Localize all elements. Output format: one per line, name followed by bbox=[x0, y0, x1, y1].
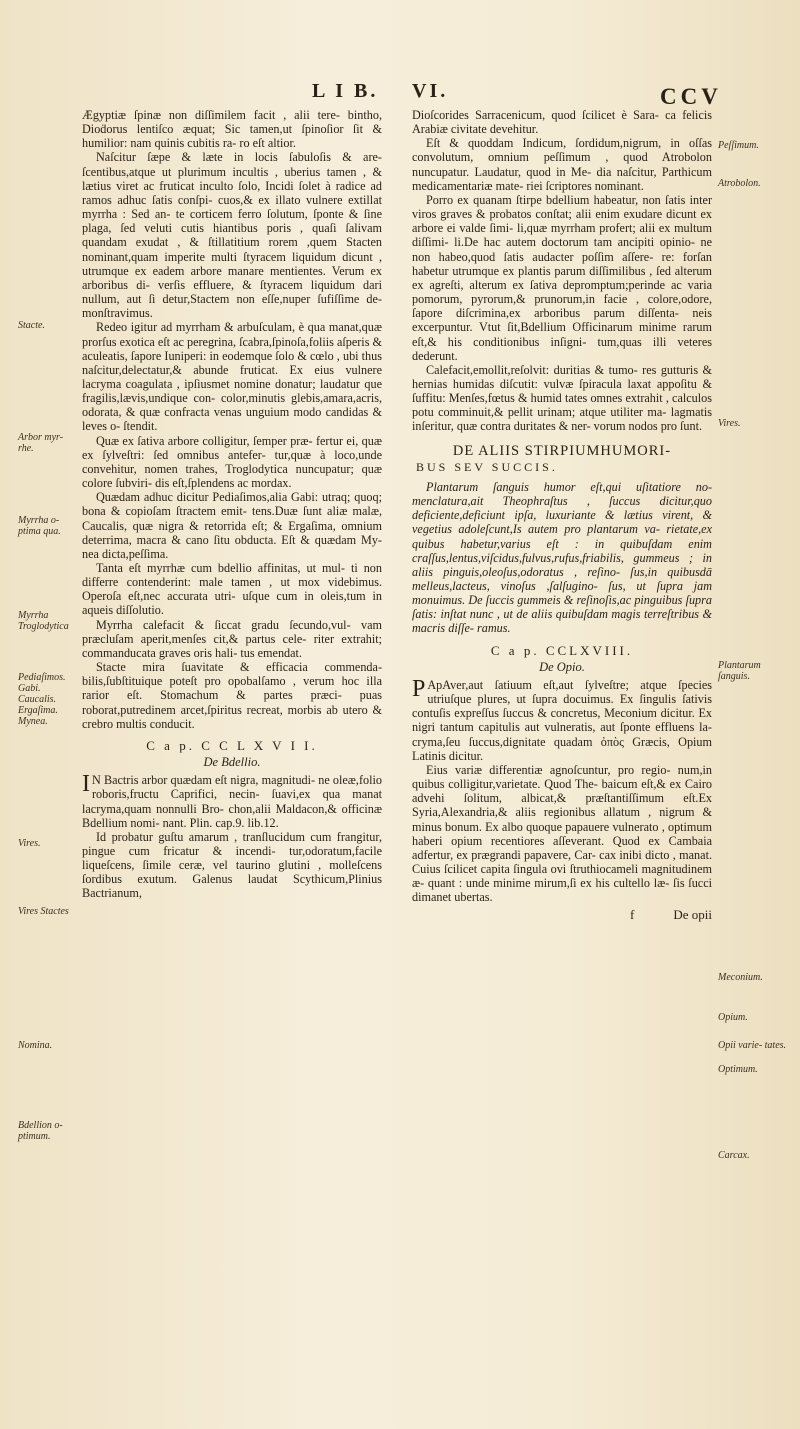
margin-note: Nomina. bbox=[18, 1040, 53, 1051]
page-footer bbox=[412, 908, 712, 922]
section-heading-line1: DE ALIIS STIRPIUMHUMORI- bbox=[452, 442, 672, 459]
chapter-title: C a p. CCLXVIII. bbox=[490, 642, 634, 658]
paragraph: Quæ ex ſativa arbore colligitur, ſemper præ- fertur ei, quæ ex ſylveſtri: ſed omnibus antefer- tur,quæ à loco,unde convehitur, nomen trahes, Troglodytica nuncupatur; quæ colore ſubviri- dis eſt,ſplendens ac mordax. bbox=[82, 433, 382, 491]
margin-note: Arbor myr- rhe. bbox=[18, 432, 64, 454]
paragraph: Porro ex quanam ſtirpe bdellium habeatur, non ſatis inter viros graves & probatos conſtat; alii enim exudare dicunt ex arbore ei valde ſimi- li,quæ myrrham profert; alii ex multum diſſimi- li.De hac autem doctorum tam ancipiti opinio- ne non habeo,quod ſatis audacter poſſim aſſere- re: forſan habetur utrumque ex plantis parum diſſimilibus , ſed alterum ex agreſti, alterum ex ſativa depromptum;perinde ac varia pomorum, pyrorum,& prunorum,in facie , colore,odore, ſapore diſcrimina,ex arboribus parum diſſenta- neis excerpuntur. Vtut ſit,Bdellium Officinarum minime rarum eſt,& his conditionibus inſigni- tum,quas illi veteres dederunt. bbox=[412, 192, 712, 363]
header-page-number: CCV bbox=[660, 84, 722, 109]
paragraph: Dioſcorides Sarracenicum, quod ſcilicet è Sara- ca felicis Arabiæ civitate devehitur. bbox=[412, 108, 712, 137]
chapter-subtitle: De Opio. bbox=[539, 659, 585, 674]
margin-note: Meconium. bbox=[718, 972, 763, 983]
paragraph: Naſcitur ſæpe & læte in locis ſabuloſis & are- ſcentibus,atque ut plurimum incultis , uberius tamen , & lætius viret ac fruticat inculto ſolo, Incidi ſolet à radice ad ramos adhuc ſatis conſpi- cuos,& ex illato vulnere extillat myrrha : Sed an- te corticem ferro ſolutum, ſponte & ſine plaga, ſed veluti cutis hiantibus poris , quaſi ſalivam quandam exudat , & ſtillatitium rorem ,quem Stacten nominant,quam imperite multi ſtyracem liquidum dicunt , utrumque ex eadem arbore manare mentientes. Verum ex arboribus di- verſis effluere, & ſtyracem liquidum dari nullum, aut ſi detur,Stactem non eſſe,nuper ſufiſſime de- monſtravimus. bbox=[82, 150, 382, 321]
margin-note: Plantarum ſanguis. bbox=[718, 660, 761, 682]
paragraph: Calefacit,emollit,reſolvit: duritias & tumo- res gutturis & hernias humidas diſcutit: vulvæ ſpiracula laxat appoſitu & ſuffitu: Menſes,fœtus & humid tates omnes extrahit , calculos potu comminuit,& pellit urinam; atque utiliter ma- lagmatis inſeritur, quæ contra duritates & ner- vorum nodos pro ſunt. bbox=[412, 362, 712, 434]
margin-note: Carcax. bbox=[718, 1150, 750, 1161]
paragraph: PApAver,aut ſatiuum eſt,aut ſylveſtre; atque ſpecies utriuſque plures, ut ſupra docuimus. Ex ſingulis ſativis contuſis expreſſus ſuccus & concretus, Meconium dicitur. Ex nigri tantum capitulis aut vulneratis, aut ſponte effluens la- cryma,ſeu ſuccus,dignitate quadam ὀπὸς Græcis, Opium Latinis dicitur. bbox=[412, 675, 712, 763]
paragraph: Id probatur guſtu amarum , tranſlucidum cum frangitur, pingue cum fricatur & incendi- tur,odoratum,facile liqueſcens, ſimile ceræ, vel taurino glutini , molleſcens ſordibus exutum. Galenus laudat Scythicum,Plinius Bactrianum, bbox=[82, 829, 382, 901]
margin-note: Pediaſimos. Gabi. Caucalis. Ergaſima. Mynea. bbox=[18, 672, 66, 727]
margin-note: Atrobolon. bbox=[718, 178, 761, 189]
margin-note: Vires. bbox=[718, 418, 741, 429]
paragraph: Quædam adhuc dicitur Pediaſimos,alia Gabi: utraq; quoq; bona & copioſam ſtractem emit- tens.Duæ ſunt aliæ malæ, Caucalis, quæ nigra & retorrida eſt; & Ergaſima, omnium deterrima, macra & cano ſitu obducta. Eſt & quædam My- nea dicta,peſſima. bbox=[82, 490, 382, 561]
margin-note: Myrrha Troglodytica bbox=[18, 610, 69, 632]
margin-note: Bdellion o- ptimum. bbox=[18, 1120, 63, 1142]
right-column bbox=[412, 108, 712, 923]
margin-note: Myrrha o- ptima qua. bbox=[18, 515, 61, 537]
left-column bbox=[82, 108, 382, 901]
paragraph: Eius variæ differentiæ agnoſcuntur, pro regio- num,in quibus colligitur,varietate. Quod The- baicum eſt,& ex Cairo advehi ſolitum, albicat,& præſtantiſſimum eſt.Ex Syria,Alexandria,& aliis regionibus allatum , nigrum & minus bonum. Ex albo quoque papauere vulnerato , optimum haberi opium recentiores aſſeverant. Quod ex Cambaia adfertur, ex prægrandi papavere, Car- cax inibi dicto , manat. Cuius ſcilicet capita ſingula ovi ſtruthiocameli magnitudinem æ- quant : unde minime mirum,ſi ex his cultello læ- ſis ſucci dimanet ubertas. bbox=[412, 762, 712, 905]
margin-note: Opium. bbox=[718, 1012, 748, 1023]
paragraph: IN Bactris arbor quædam eſt nigra, magnitudi- ne oleæ,folio roboris,fructu Caprifici, necin- ſuavi,ex qua manat lacryma,quam nonnulli Bro- chon,alii Maldacon,& officinæ Bdellium nomi- nant. Plin. cap.9. lib.12. bbox=[82, 771, 382, 830]
header-book-number: VI. bbox=[412, 80, 449, 102]
margin-note: Peſſimum. bbox=[718, 140, 759, 151]
paragraph: Eſt & quoddam Indicum, ſordidum,nigrum, in oſſas convolutum, omnium peſſimum , quod Atrobolon nuncupatur. Laudatur, quod in Me- dia naſcitur, Parthicum medicamentariæ mate- riei ſcriptores nominant. bbox=[412, 136, 712, 193]
chapter-title: C a p. C C L X V I I. bbox=[146, 737, 318, 753]
running-header bbox=[0, 80, 800, 110]
margin-note: Stacte. bbox=[18, 320, 45, 331]
italic-paragraph: Plantarum ſanguis humor eſt,qui uſitatiore no- menclatura,ait Theophraſtus , ſuccus dicitur,quo deficiente,deficiunt ipſa, luxuriante & lætius virent, & vegetius adoleſcunt,Is autem pro plantarum va- rietate,ex quibus habetur,varius eſt : in quibuſdam enim craſſus,lentus,viſcidus,fulvus,rufus,friabilis, gummeus ; in aliis pinguis,oleoſus,odoratus , reſino- ſus,in quibusdā melleus,lacteus, vinoſus ,ſalſugino- ſus, ut ſupra jam monuimus. De ſuccis gummeis & reſinoſis,ac pinguibus ſupra ſatis: inſtat nunc , ut de aliis quibuſdam magis terreſtribus & macris diſſe- ramus. bbox=[412, 479, 712, 636]
margin-note: Optimum. bbox=[718, 1064, 758, 1075]
chapter-subtitle: De Bdellio. bbox=[203, 755, 261, 770]
section-heading-line2: BUS SEV SUCCIS. bbox=[416, 459, 558, 474]
margin-note: Vires Stactes bbox=[18, 906, 69, 917]
paragraph: Redeo igitur ad myrrham & arbuſculam, è qua manat,quæ prorſus exotica eſt ac peregrina, ſcabra,ſpinoſa,foliis aſperis & aculeatis, ſapore Iuniperi: in eodemque ſolo & cœlo , ubi thus naſcitur,delectatur,& abunde fruticat. Ex eius vulnere lacryma coagulata , ipſiusmet nomine donatur; laudatur que fragilis,lævis,undique con- color,minutis glebis,amara,acris, odorata, & quæ confracta venas unguium modo candidas & leves o- ſtendit. bbox=[82, 320, 382, 434]
catchword: De opii bbox=[673, 907, 712, 923]
paragraph: Myrrha calefacit & ſiccat gradu ſecundo,vul- vam præcluſam aperit,menſes cit,& partus cele- riter extrahit; commanducata graves oris hali- tus emendat. bbox=[82, 617, 382, 660]
paragraph: Ægyptiæ ſpinæ non diſſimilem facit , alii tere- bintho, Dioḋorus lentiſco æquat; Sic tamen,ut ſpinoſior ſit & humilior: nam quinis cubitis ra- ro eſt altior. bbox=[82, 108, 382, 151]
signature-mark: f bbox=[630, 907, 635, 923]
margin-note: Vires. bbox=[18, 838, 41, 849]
paragraph: Stacte mira ſuavitate & efficacia commenda- bilis,ſubſtituique poteſt pro opobalſamo , verum hoc illa rarior eſt. Stomachum & partes præci- puas roborat,putredinem arcet,ſpiritus recreat, morbis ab utero & crebro multis conducit. bbox=[82, 660, 382, 731]
header-book-label: L I B. bbox=[312, 80, 379, 102]
paragraph: Tanta eſt myrrhæ cum bdellio affinitas, ut mul- ti non differre contenderint: male tamen , ut mox videbimus. Operoſa eſt,nec accurata utri- uſque cum in oleis,tum in aqueis diſſolutio. bbox=[82, 561, 382, 618]
margin-note: Opii varie- tates. bbox=[718, 1040, 787, 1051]
